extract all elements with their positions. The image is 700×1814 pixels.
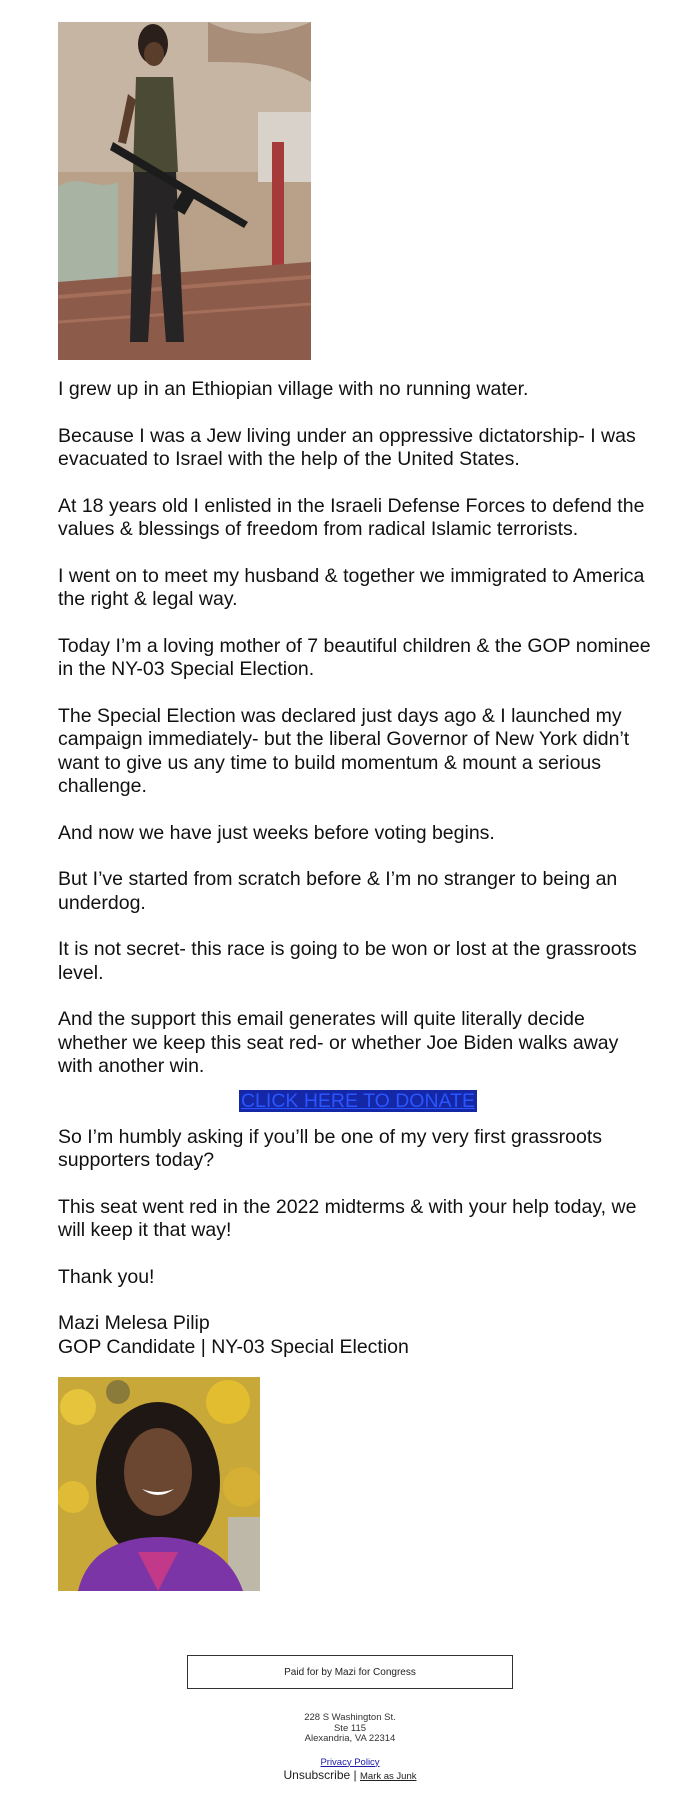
privacy-policy-link[interactable]: Privacy Policy bbox=[320, 1756, 380, 1768]
paid-for-disclaimer: Paid for by Mazi for Congress bbox=[187, 1655, 513, 1689]
message-paragraph: The Special Election was declared just days ago & I launched my campaign immediately- but the liberal Governor of New York didn’t want to give us any time to build momentum & mount a serious challenge. bbox=[58, 704, 630, 797]
message-paragraph: And the support this email generates will quite literally decide whether we keep this seat red- or whether Joe Biden walks away with another win. bbox=[58, 1008, 619, 1077]
message-paragraph: Today I’m a loving mother of 7 beautiful children & the GOP nominee in the NY-03 Special Election. bbox=[58, 634, 651, 680]
signature-title: GOP Candidate | NY-03 Special Election bbox=[58, 1335, 409, 1358]
donate-container bbox=[58, 1090, 658, 1114]
separator: | bbox=[353, 1767, 357, 1782]
unsubscribe-link[interactable]: Unsubscribe bbox=[283, 1767, 351, 1782]
privacy-row bbox=[0, 1757, 700, 1768]
closing-paragraph: Thank you! bbox=[58, 1265, 155, 1288]
closing-paragraph: This seat went red in the 2022 midterms & with your help today, we will keep it that way! bbox=[58, 1195, 637, 1241]
email-footer bbox=[0, 1655, 700, 1784]
message-paragraph: Because I was a Jew living under an oppressive dictatorship- I was evacuated to Israel with the help of the United States. bbox=[58, 424, 636, 470]
mark-as-junk-link[interactable]: Mark as Junk bbox=[360, 1770, 417, 1782]
message-paragraph: It is not secret- this race is going to be won or lost at the grassroots level. bbox=[58, 938, 637, 984]
message-paragraph: But I’ve started from scratch before & I’m no stranger to being an underdog. bbox=[58, 868, 618, 914]
message-paragraph: And now we have just weeks before voting begins. bbox=[58, 821, 495, 844]
message-body bbox=[58, 378, 658, 1289]
closing-paragraph: So I’m humbly asking if you’ll be one of my very first grassroots supporters today? bbox=[58, 1125, 603, 1171]
signature bbox=[58, 1312, 658, 1359]
address-line: 228 S Washington St. bbox=[304, 1712, 396, 1723]
soldier-photo bbox=[58, 22, 311, 360]
address-line: Ste 115 bbox=[333, 1722, 367, 1734]
address-line: Alexandria, VA 22314 bbox=[304, 1733, 396, 1744]
candidate-portrait bbox=[58, 1377, 260, 1591]
mailing-address bbox=[0, 1713, 700, 1745]
message-paragraph: At 18 years old I enlisted in the Israeli Defense Forces to defend the values & blessings of freedom from radical Islamic terrorists. bbox=[58, 494, 645, 540]
unsubscribe-row bbox=[0, 1768, 700, 1784]
signature-name: Mazi Melesa Pilip bbox=[58, 1312, 210, 1334]
message-paragraph: I grew up in an Ethiopian village with no running water. bbox=[58, 378, 529, 400]
message-paragraph: I went on to meet my husband & together we immigrated to America the right & legal way. bbox=[58, 564, 645, 610]
donate-button[interactable]: CLICK HERE TO DONATE bbox=[240, 1089, 476, 1112]
email-content bbox=[58, 22, 658, 1591]
